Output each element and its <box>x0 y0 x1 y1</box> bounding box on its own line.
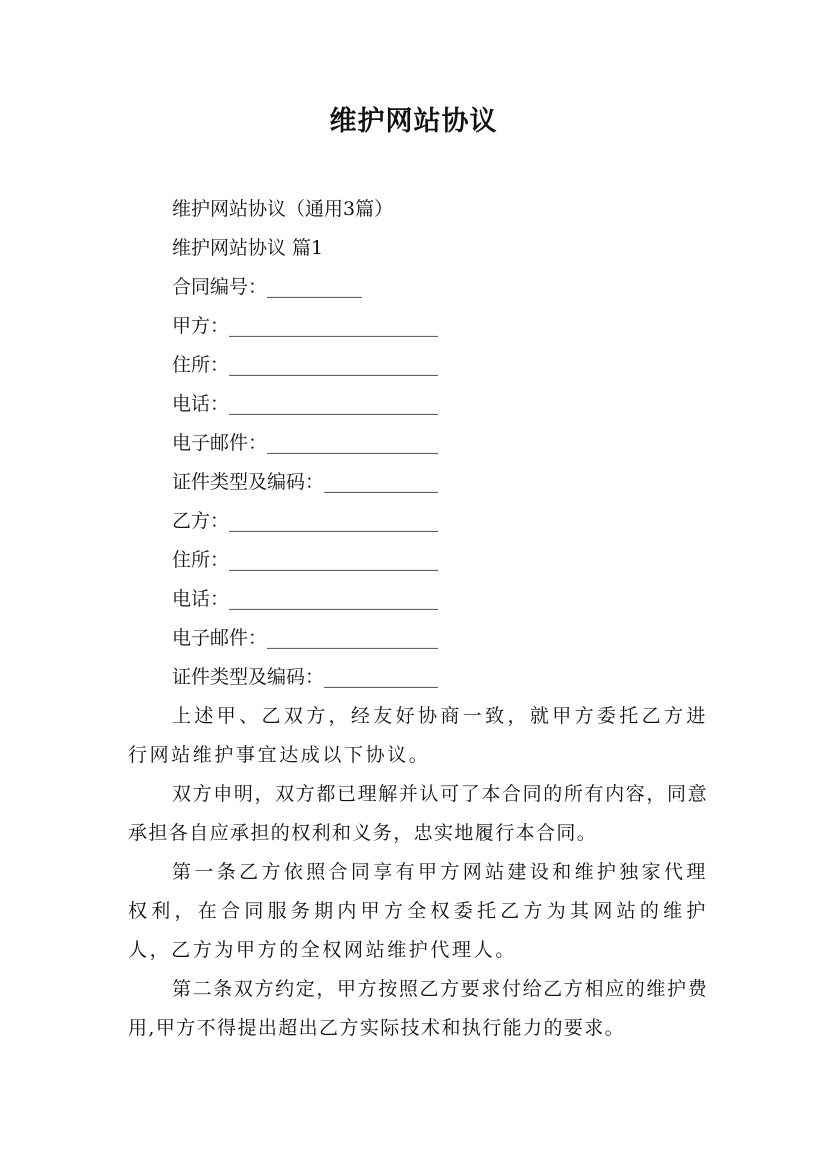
paragraph-intro: 上述甲、乙双方，经友好协商一致，就甲方委托乙方进行网站维护事宜达成以下协议。 <box>128 705 708 766</box>
party-a-phone-field: 电话：______________________ <box>172 393 439 415</box>
subtitle-line: 维护网站协议（通用3篇） <box>172 198 394 220</box>
party-b-id-field: 证件类型及编码：____________ <box>172 666 439 688</box>
paragraph-article-2: 第二条双方约定，甲方按照乙方要求付给乙方相应的维护费用,甲方不得提出超出乙方实际技术和执行能力的要求。 <box>128 978 708 1039</box>
paragraph-declaration: 双方申明，双方都已理解并认可了本合同的所有内容，同意承担各自应承担的权利和义务，忠实地履行本合同。 <box>128 783 708 844</box>
document-title: 维护网站协议 <box>329 106 498 137</box>
party-a-address-field: 住所：______________________ <box>172 354 439 376</box>
party-a-field: 甲方：______________________ <box>172 315 439 337</box>
party-a-id-field: 证件类型及编码：____________ <box>172 471 439 493</box>
party-a-email-field: 电子邮件：__________________ <box>172 432 439 454</box>
party-b-email-field: 电子邮件：__________________ <box>172 627 439 649</box>
section-heading: 维护网站协议 篇1 <box>172 237 324 259</box>
party-b-address-field: 住所：______________________ <box>172 549 439 571</box>
paragraph-article-1: 第一条乙方依照合同享有甲方网站建设和维护独家代理权利，在合同服务期内甲方全权委托乙方为其网站的维护人，乙方为甲方的全权网站维护代理人。 <box>128 861 708 961</box>
contract-number-field: 合同编号：__________ <box>172 276 363 298</box>
party-b-field: 乙方：______________________ <box>172 510 439 532</box>
party-b-phone-field: 电话：______________________ <box>172 588 439 610</box>
document-body <box>128 190 708 1048</box>
